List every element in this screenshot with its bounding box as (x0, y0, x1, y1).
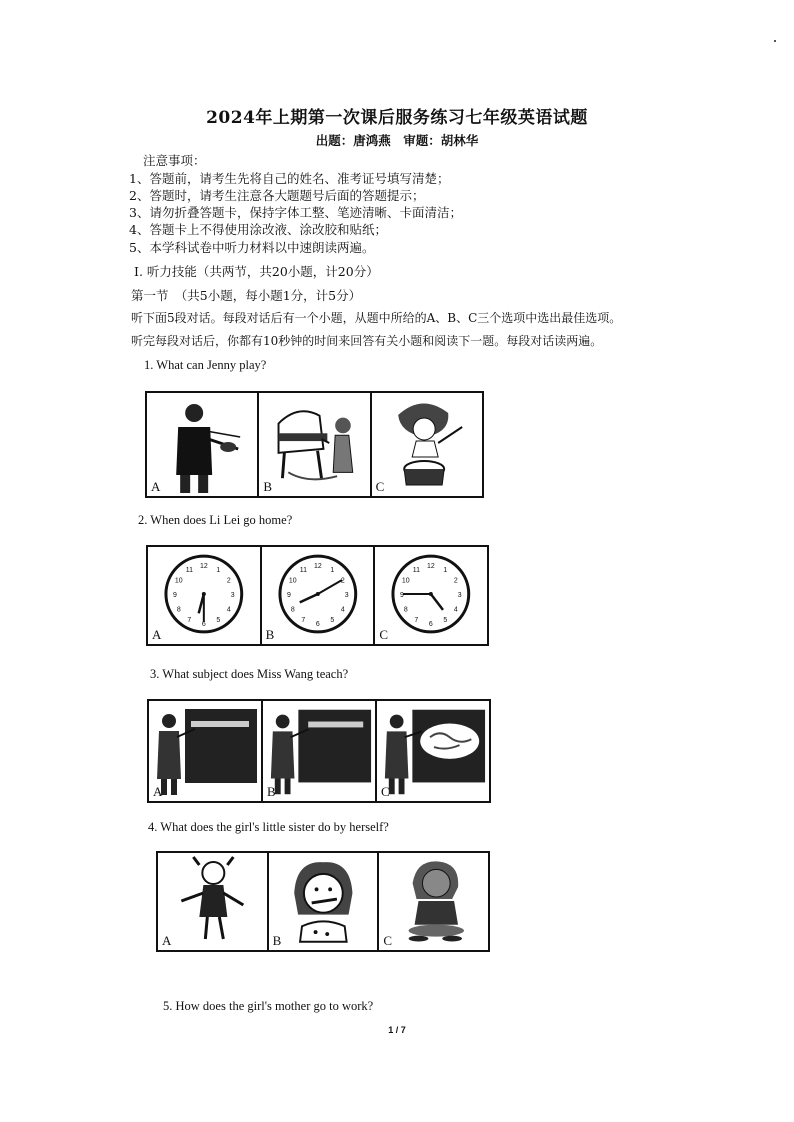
option-label: A (151, 479, 161, 494)
option-label: A (153, 784, 163, 799)
clock-center (429, 592, 433, 596)
girl-dancing-icon (158, 853, 267, 950)
clock-numeral: 12 (313, 563, 322, 571)
clock-numeral: 7 (301, 617, 305, 625)
clock-numeral: 10 (174, 577, 183, 585)
clock-numeral: 1 (330, 566, 334, 574)
clock-numeral: 10 (402, 577, 411, 585)
option-label: B (265, 627, 275, 642)
clock-numeral: 12 (199, 563, 208, 571)
option-label: A (162, 933, 172, 948)
question-text: 2. When does Li Lei go home? (138, 513, 293, 527)
option-b[interactable] (262, 547, 376, 644)
question-text: 1. What can Jenny play? (144, 358, 267, 372)
question-text: 3. What subject does Miss Wang teach? (150, 667, 349, 681)
clock-icon (148, 547, 260, 644)
question-text: 4. What does the girl's little sister do by herself? (148, 820, 389, 834)
option-label: C (375, 479, 385, 494)
clock-numeral: 2 (226, 577, 231, 585)
teacher-map-icon (377, 701, 489, 801)
instruction-line: 听下面5段对话。每段对话后有一个小题，从题中所给的A、B、C三个选项中选出最佳选项。 (131, 311, 622, 325)
clock-center (316, 592, 320, 596)
girl-brushing-teeth-icon (269, 853, 378, 950)
clock-numeral: 8 (404, 606, 409, 614)
section-heading: I. 听力技能（共两节，共20小题，计20分） (134, 264, 379, 279)
clock-numeral: 7 (414, 617, 419, 625)
option-a[interactable] (148, 547, 262, 644)
option-label: C (379, 627, 389, 642)
drummer-icon (372, 393, 482, 496)
option-label: C (381, 784, 390, 799)
clock-numeral: 6 (201, 620, 206, 628)
girl-washing-dishes-icon (379, 853, 488, 950)
clock-numeral: 6 (315, 620, 320, 628)
clock-numeral: 1 (216, 566, 221, 574)
clock-numeral: 9 (172, 591, 177, 599)
violin-player-icon (147, 393, 257, 496)
option-c[interactable] (379, 853, 488, 950)
clock-numeral: 9 (286, 591, 291, 599)
clock-numeral: 11 (413, 566, 421, 574)
note-item: 1、答题前，请考生先将自己的姓名、准考证号填写清楚； (129, 171, 450, 186)
note-item: 3、请勿折叠答题卡，保持字体工整、笔迹清晰、卡面清洁； (129, 205, 462, 220)
clock-numeral: 2 (340, 577, 345, 585)
clock-numeral: 10 (288, 577, 297, 585)
clock-numeral: 3 (458, 591, 463, 599)
option-a[interactable] (149, 701, 263, 801)
instruction-line: 听完每段对话后，你都有10秒钟的时间来回答有关小题和阅读下一题。每段对话读两遍。 (131, 334, 603, 348)
option-a[interactable] (158, 853, 269, 950)
author-line: 出题：唐鸿燕 审题：胡林华 (315, 133, 479, 148)
clock-numeral: 12 (427, 563, 436, 571)
clock-icon (262, 547, 374, 644)
page-number: 1 / 7 (388, 1025, 406, 1035)
option-label: A (152, 627, 162, 642)
option-b[interactable] (263, 701, 377, 801)
clock-center (202, 592, 206, 596)
option-panel (145, 391, 484, 498)
clock-numeral: 1 (443, 566, 448, 574)
clock-numeral: 8 (176, 606, 181, 614)
option-b[interactable] (259, 393, 371, 496)
clock-numeral: 5 (443, 617, 448, 625)
clock-numeral: 6 (429, 620, 434, 628)
clock-numeral: 7 (187, 617, 192, 625)
option-label: C (383, 933, 393, 948)
option-label: B (263, 479, 272, 494)
note-item: 5、本学科试卷中听力材料以中速朗读两遍。 (129, 240, 375, 255)
clock-numeral: 9 (400, 591, 405, 599)
subsection-heading: 第一节 （共5小题，每小题1分，计5分） (131, 288, 362, 303)
option-c[interactable] (372, 393, 482, 496)
scan-speck (774, 40, 776, 42)
notes-heading: 注意事项： (143, 153, 206, 168)
clock-numeral: 11 (185, 566, 193, 574)
clock-numeral: 2 (454, 577, 459, 585)
note-item: 4、答题卡上不得使用涂改液、涂改胶和贴纸； (129, 222, 387, 237)
option-b[interactable] (269, 853, 380, 950)
clock-numeral: 11 (299, 566, 307, 574)
option-label: B (267, 784, 276, 799)
option-panel (147, 699, 491, 803)
clock-numeral: 5 (330, 617, 334, 625)
question-text: 5. How does the girl's mother go to work? (163, 999, 374, 1013)
teacher-blackboard-icon (149, 701, 261, 801)
option-label: B (272, 933, 282, 948)
option-c[interactable] (375, 547, 487, 644)
clock-numeral: 5 (216, 617, 221, 625)
page-title: 2024年上期第一次课后服务练习七年级英语试题 (206, 108, 588, 128)
clock-numeral: 4 (340, 606, 345, 614)
option-c[interactable] (377, 701, 489, 801)
note-item: 2、答题时，请考生注意各大题题号后面的答题提示； (129, 188, 425, 203)
clock-numeral: 4 (226, 606, 231, 614)
option-panel (146, 545, 489, 646)
clock-numeral: 8 (290, 606, 295, 614)
piano-player-icon (259, 393, 369, 496)
option-panel (156, 851, 490, 952)
option-a[interactable] (147, 393, 259, 496)
teacher-blackboard-icon (263, 701, 375, 801)
clock-numeral: 4 (454, 606, 459, 614)
clock-numeral: 3 (344, 591, 349, 599)
clock-icon (375, 547, 487, 644)
clock-numeral: 3 (230, 591, 235, 599)
